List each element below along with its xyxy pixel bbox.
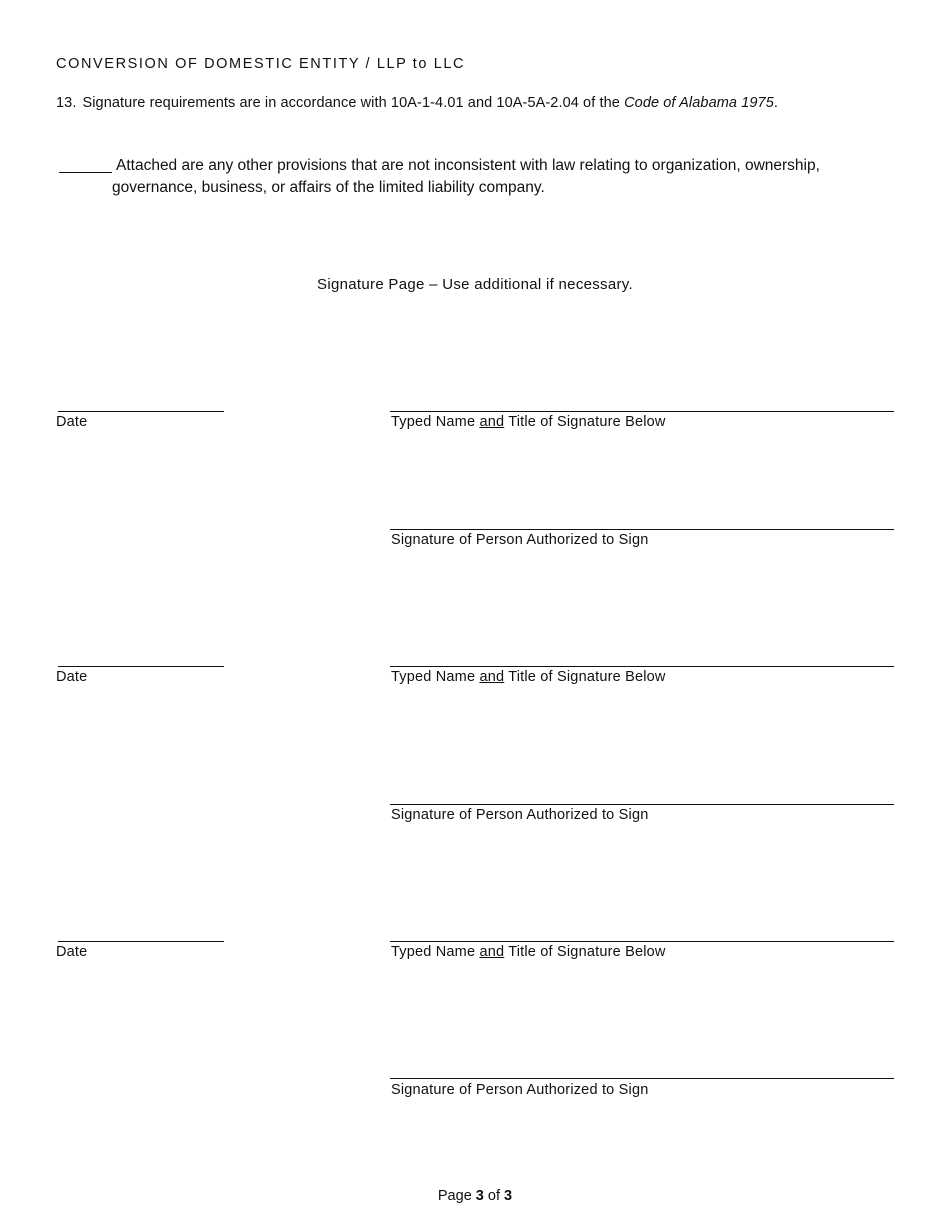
code-of-alabama-reference: Code of Alabama 1975 bbox=[624, 95, 774, 111]
signature-page-note: Signature Page – Use additional if necessary. bbox=[317, 276, 633, 293]
total-page-number: 3 bbox=[504, 1188, 513, 1204]
typed-name-line[interactable] bbox=[390, 941, 894, 942]
page-number-footer: Page 3 of 3 bbox=[437, 1188, 513, 1204]
date-line[interactable] bbox=[58, 411, 224, 412]
form-header-title: CONVERSION OF DOMESTIC ENTITY / LLP to LLC bbox=[56, 56, 466, 72]
requirement-period: . bbox=[773, 95, 779, 111]
signature-line[interactable] bbox=[390, 529, 894, 530]
signature-requirement-paragraph bbox=[56, 95, 778, 111]
typed-name-line[interactable] bbox=[390, 666, 894, 667]
signature-label: Signature of Person Authorized to Sign bbox=[391, 532, 649, 548]
typed-name-label: Typed Name and Title of Signature Below bbox=[391, 944, 666, 960]
date-line[interactable] bbox=[58, 941, 224, 942]
requirement-text: Signature requirements are in accordance with 10A-1-4.01 and 10A-5A-2.04 of the bbox=[82, 95, 625, 111]
signature-line[interactable] bbox=[390, 1078, 894, 1079]
date-line[interactable] bbox=[58, 666, 224, 667]
typed-name-line[interactable] bbox=[390, 411, 894, 412]
signature-line[interactable] bbox=[390, 804, 894, 805]
typed-name-label: Typed Name and Title of Signature Below bbox=[391, 414, 666, 430]
date-label: Date bbox=[56, 944, 88, 960]
attachment-provisions-text: Attached are any other provisions that are not inconsistent with law relating to organization, ownership, governance, business, or affairs of the limited liability company. bbox=[112, 157, 820, 196]
signature-label: Signature of Person Authorized to Sign bbox=[391, 1082, 649, 1098]
date-label: Date bbox=[56, 669, 88, 685]
typed-name-label: Typed Name and Title of Signature Below bbox=[391, 669, 666, 685]
attachment-checkbox-line[interactable] bbox=[59, 172, 112, 173]
requirement-number: 13. bbox=[56, 95, 77, 111]
current-page-number: 3 bbox=[475, 1188, 484, 1204]
signature-label: Signature of Person Authorized to Sign bbox=[391, 807, 649, 823]
date-label: Date bbox=[56, 414, 88, 430]
